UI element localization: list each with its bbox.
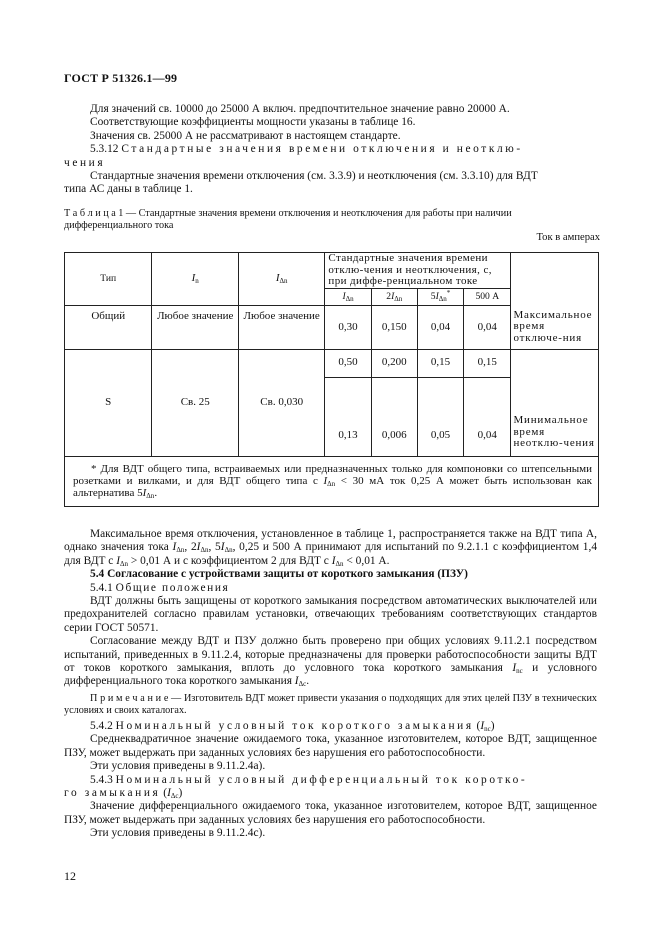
col-header-idn: $I_{\Delta n}$ bbox=[238, 253, 324, 306]
section-5-4-3-text-2: Эти условия приведены в 9.11.2.4с). bbox=[90, 827, 266, 840]
section-5-4-3-heading-cont: го замыкания $(I_{\Delta c})$ bbox=[64, 786, 183, 800]
section-title-cont: чения bbox=[64, 156, 106, 169]
cell-value: 0,04 bbox=[464, 306, 511, 350]
table-caption bbox=[64, 208, 600, 244]
intro-paragraph-2: Соответствующие коэффициенты мощности указаны в таблице 16. bbox=[90, 116, 416, 129]
section-5-4-2-heading: 5.4.2 Номинальный условный ток короткого замыкания $(I_{nc})$ bbox=[90, 719, 495, 733]
cell-type: Общий bbox=[65, 306, 152, 350]
cell-in: Любое значение bbox=[152, 306, 238, 350]
table-footnote: * Для ВДТ общего типа, встраиваемых или предназначенных только для компоновки со штепсельными розетками и вилками, и для ВДТ общего типа с $I_{\Delta n} < 30$ мА ток 0,25 А может быть использован как альтернатива $5I_{\Delta n}$. bbox=[65, 457, 599, 507]
cell-value: 0,15 bbox=[464, 350, 511, 378]
cell-value: 0,30 bbox=[325, 306, 371, 350]
section-number: 5.3.12 bbox=[90, 143, 119, 156]
cell-value: 0,200 bbox=[371, 350, 417, 378]
cell-value: 0,04 bbox=[417, 306, 463, 350]
sub-header-idn: $I_{\Delta n}$ bbox=[325, 289, 371, 306]
col-group-header: Стандартные значения времени отклю-чения и неотключения, с, при диффе-ренциальном токе bbox=[325, 253, 511, 289]
page-number: 12 bbox=[64, 869, 76, 883]
table-units: Ток в амперах bbox=[536, 232, 600, 243]
table-caption-line1: Т а б л и ц а 1 — Стандартные значения времени отключения и неотключения для работы при наличии bbox=[64, 208, 512, 219]
col-header-in: $I_n$ bbox=[152, 253, 238, 306]
col-header-type: Тип bbox=[65, 253, 152, 306]
section-5-4-heading: 5.4 Согласование с устройствами защиты от короткого замыкания (ПЗУ) bbox=[90, 568, 468, 581]
table-1 bbox=[64, 252, 599, 507]
table-row-s-upper bbox=[65, 350, 599, 378]
table-footnote-row bbox=[65, 457, 599, 507]
standard-header: ГОСТ Р 51326.1—99 bbox=[64, 71, 178, 85]
cell-note-min: Минимальное время неотклю-чения bbox=[511, 378, 599, 457]
section-5-3-12-text-cont: типа АС даны в таблице 1. bbox=[64, 183, 193, 196]
cell-value: 0,13 bbox=[325, 378, 371, 457]
cell-note-empty bbox=[511, 350, 599, 378]
table-row-general bbox=[65, 306, 599, 350]
section-5-3-12-heading bbox=[64, 143, 597, 156]
cell-type-s: S bbox=[65, 350, 152, 457]
col-header-empty bbox=[511, 253, 599, 306]
section-5-4-1-text-2: Согласование между ВДТ и ПЗУ должно быть проверено при общих условиях 9.11.2.1 посредством испытаний, приведенных в 9.11.2.4, которые предназначены для проверки работоспособности защиты ВДТ от токов короткого замыкания, вплоть до условного тока короткого замыкания $I_{nc}$ и условного дифференциального тока короткого замыкания $I_{\Delta c}$. bbox=[64, 635, 597, 689]
cell-value: 0,04 bbox=[464, 378, 511, 457]
section-5-3-12-text: Стандартные значения времени отключения (см. 3.3.9) и неотключения (см. 3.3.10) для ВДТ bbox=[90, 170, 538, 183]
cell-note-max: Максимальное время отключе-ния bbox=[511, 306, 599, 350]
note-paragraph: П р и м е ч а н и е — Изготовитель ВДТ может привести указания о подходящих для этих целей ПЗУ в технических условиях и своих каталогах. bbox=[64, 692, 597, 716]
sub-header-2idn: $2I_{\Delta n}$ bbox=[371, 289, 417, 306]
cell-value: 0,05 bbox=[417, 378, 463, 457]
section-5-4-2-text: Среднеквадратичное значение ожидаемого тока, указанное изготовителем, которое ВДТ, защищенное ПЗУ, может выдержать при заданных условиях без нарушения его работоспособности. bbox=[64, 733, 597, 759]
cell-value: 0,15 bbox=[417, 350, 463, 378]
section-title: Стандартные значения времени отключения и неотклю- bbox=[121, 143, 523, 156]
cell-idn-s: Св. 0,030 bbox=[238, 350, 324, 457]
after-table-block bbox=[64, 528, 597, 841]
cell-value: 0,006 bbox=[371, 378, 417, 457]
cell-value: 0,50 bbox=[325, 350, 371, 378]
paragraph-type-a: Максимальное время отключения, установленное в таблице 1, распространяется также на ВДТ типа А, однако значения тока $I_{\Delta n}$, $2I_{\Delta n}$, $5I_{\Delta n}$, 0,25 и 500 А принимают для испытаний по 9.2.1.1 с коэффициентом 1,4 для ВДТ с $I_{\Delta n} > 0,01$ А и с коэффициентом 2 для ВДТ с $I_{\Delta n} < 0,01$ А. bbox=[64, 528, 598, 568]
intro-block bbox=[64, 103, 597, 197]
table-caption-line2: дифференциального тока bbox=[64, 220, 174, 231]
section-5-4-2-text-2: Эти условия приведены в 9.11.2.4а). bbox=[90, 760, 266, 773]
section-5-4-3-text: Значение дифференциального ожидаемого тока, указанное изготовителем, которое ВДТ, защищенное ПЗУ, может выдержать при заданных условиях без нарушения его работоспособности. bbox=[64, 800, 597, 826]
sub-header-500a: 500 А bbox=[464, 289, 511, 306]
table-header-row bbox=[65, 253, 599, 289]
section-5-4-1-heading: 5.4.1 Общие положения bbox=[90, 581, 230, 594]
cell-in-s: Св. 25 bbox=[152, 350, 238, 457]
intro-paragraph-3: Значения св. 25000 А не рассматривают в настоящем стандарте. bbox=[90, 129, 401, 142]
intro-paragraph-1: Для значений св. 10000 до 25000 А включ. предпочтительное значение равно 20000 А. bbox=[90, 103, 510, 115]
cell-idn: Любое значение bbox=[238, 306, 324, 350]
section-5-4-3-heading: 5.4.3 Номинальный условный дифференциальный ток коротко- bbox=[90, 773, 528, 786]
sub-header-5idn: $5I_{\Delta n}^*$ bbox=[417, 289, 463, 306]
cell-value: 0,150 bbox=[371, 306, 417, 350]
section-5-4-1-text: ВДТ должны быть защищены от короткого замыкания посредством автоматических выключателей или предохранителей согласно правилам установки, отвечающих требованиям соответствующих стандартов серии ГОСТ 50571. bbox=[64, 595, 597, 634]
